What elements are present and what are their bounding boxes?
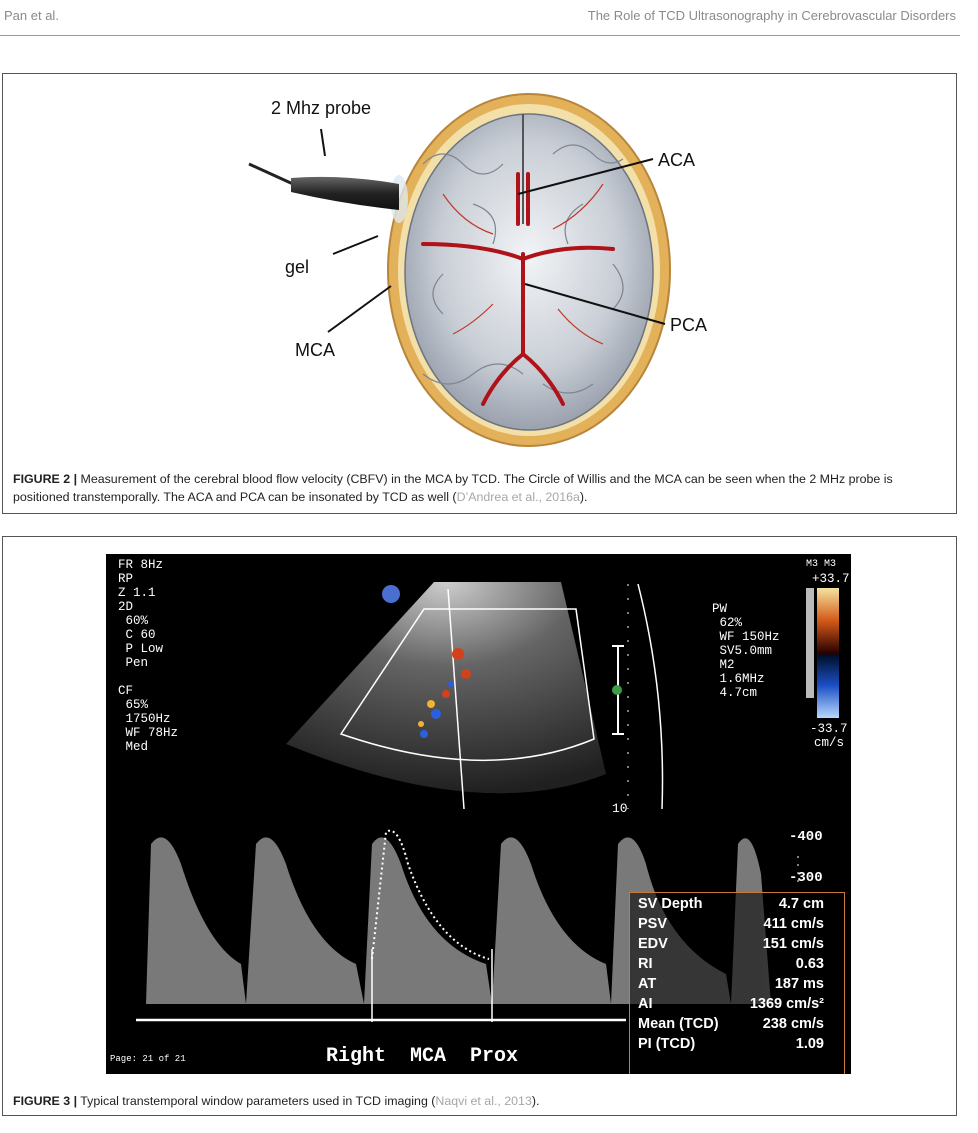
label-gel: gel <box>285 257 310 277</box>
figure-3-caption-end: ). <box>531 1094 540 1108</box>
measurement-table <box>629 892 845 1074</box>
figure-2-citation-link[interactable]: D’Andrea et al., 2016a <box>456 490 580 504</box>
brain-illustration <box>3 74 956 454</box>
measurement-row: PSV 411 cm/s <box>638 916 824 932</box>
velocity-tick-300: -300 <box>789 870 823 886</box>
measurement-row: EDV 151 cm/s <box>638 936 824 952</box>
page-indicator: Page: 21 of 21 <box>110 1054 186 1064</box>
right-parameters: PW 62% WF 150Hz SV5.0mm M2 1.6MHz 4.7cm <box>712 602 780 700</box>
figure-2-caption-end: ). <box>579 490 588 504</box>
header-divider <box>0 35 960 36</box>
running-header-title: The Role of TCD Ultrasonography in Cerebrovascular Disorders <box>587 8 956 23</box>
velocity-tick-400: -400 <box>789 829 823 845</box>
figure-3-caption-text: Typical transtemporal window parameters used in TCD imaging ( <box>77 1094 436 1108</box>
measurement-row: RI 0.63 <box>638 956 824 972</box>
scale-min: -33.7 <box>810 722 848 736</box>
measurement-row: AT 187 ms <box>638 976 824 992</box>
label-probe: 2 Mhz probe <box>271 98 372 118</box>
measurement-row: SV Depth 4.7 cm <box>638 896 824 912</box>
figure-2 <box>2 73 957 514</box>
measurement-row: AI 1369 cm/s² <box>638 996 824 1012</box>
scale-unit: cm/s <box>814 736 845 750</box>
left-parameters: FR 8Hz RP Z 1.1 2D 60% C 60 P Low Pen CF 65% 1750Hz WF 78Hz Med <box>118 558 179 754</box>
measurement-row: PI (TCD) 1.09 <box>638 1036 824 1052</box>
measurement-row: Mean (TCD) 238 cm/s <box>638 1016 824 1032</box>
figure-3-citation-link[interactable]: Naqvi et al., 2013 <box>435 1094 532 1108</box>
figure-2-caption <box>13 470 942 506</box>
vessel-label: Right MCA Prox <box>326 1045 519 1068</box>
figure-3-caption-label: FIGURE 3 | <box>13 1094 78 1108</box>
label-mca: MCA <box>295 340 335 360</box>
label-pca: PCA <box>670 315 708 335</box>
figure-3-caption <box>13 1092 942 1110</box>
scale-max: +33.7 <box>812 572 850 586</box>
figure-2-caption-label: FIGURE 2 | <box>13 472 78 486</box>
label-aca: ACA <box>658 150 696 170</box>
figure-3 <box>2 536 957 1116</box>
scale-top-label: M3 M3 <box>806 559 837 570</box>
running-header-authors: Pan et al. <box>4 8 59 23</box>
depth-label: 10 <box>612 801 628 816</box>
tcd-ultrasound-image <box>106 554 851 1074</box>
figure-2-caption-text: Measurement of the cerebral blood flow velocity (CBFV) in the MCA by TCD. The Circle of Willis and the MCA can be seen when the 2 MHz probe is positioned transtemporally. The ACA and PCA can be insonated by TCD as well ( <box>13 472 893 504</box>
